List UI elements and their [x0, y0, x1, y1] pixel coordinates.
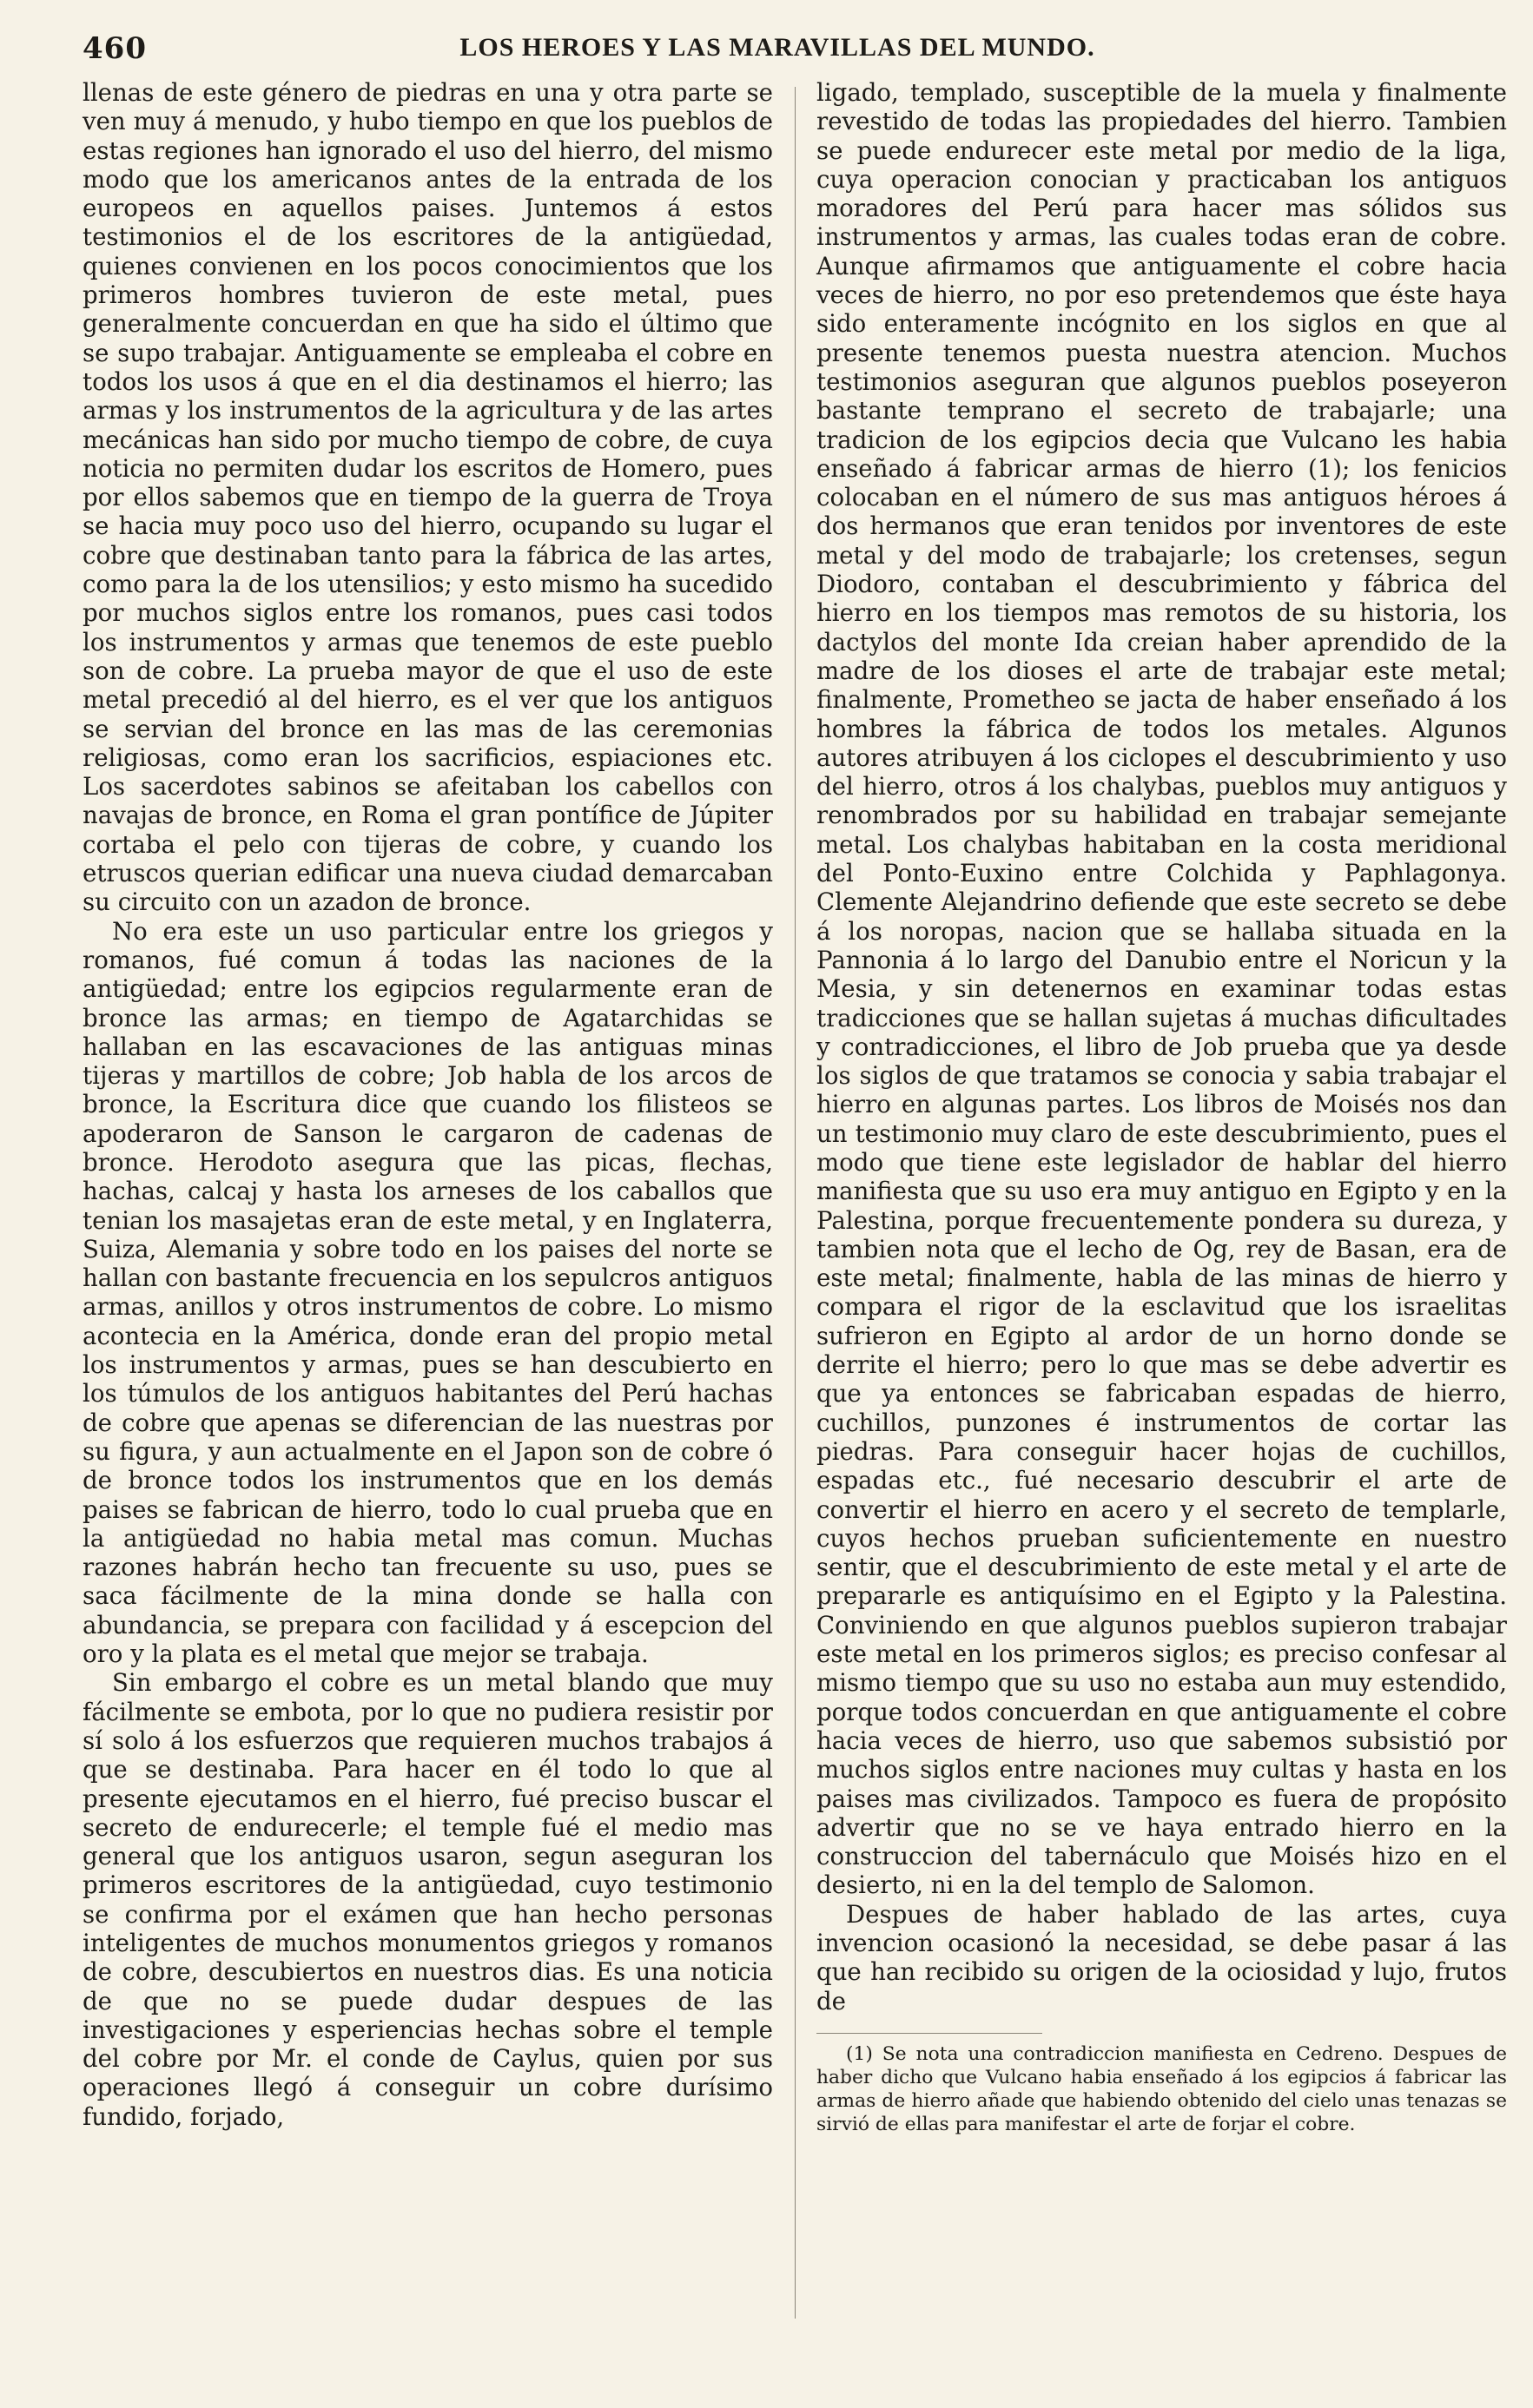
column-divider — [795, 87, 796, 2319]
footnote-rule — [816, 2033, 1042, 2034]
text-columns — [83, 78, 1507, 2353]
page-number: 460 — [83, 31, 147, 66]
page-header — [83, 26, 1472, 78]
left-paragraph-1: llenas de este género de piedras en una y otra parte se ven muy á menudo, y hubo tiempo en que los pueblos de estas regiones han ignorado el uso del hierro, del mismo modo que los americanos antes de la entrada de los europeos en aquellos paises. Juntemos á estos testimonios el de los escritores de la antigüedad, quienes convienen en los pocos conocimientos que los primeros hombres tuvieron de este metal, pues generalmente concuerdan en que ha sido el último que se supo trabajar. Antiguamente se empleaba el cobre en todos los usos á que en el dia destinamos el hierro; las armas y los instrumentos de la agricultura y de las artes mecánicas han sido por mucho tiempo de cobre, de cuya noticia no permiten dudar los escritos de Homero, pues por ellos sabemos que en tiempo de la guerra de Troya se hacia muy poco uso del hierro, ocupando su lugar el cobre que destinaban tanto para la fábrica de las artes, como para la de los utensilios; y esto mismo ha sucedido por muchos siglos entre los romanos, pues casi todos los instrumentos y armas que tenemos de este pueblo son de cobre. La prueba mayor de que el uso de este metal precedió al del hierro, es el ver que los antiguos se servian del bronce en las mas de las ceremonias religiosas, como eran los sacrificios, espiaciones etc. Los sacerdotes sabinos se afeitaban los cabellos con navajas de bronce, en Roma el gran pontífice de Júpiter cortaba el pelo con tijeras de cobre, y cuando los etruscos querian edificar una nueva ciudad demarcaban su circuito con un azadon de bronce. — [83, 78, 773, 917]
footnote: (1) Se nota una contradiccion manifiesta en Cedreno. Despues de haber dicho que Vulcano habia enseñado á los egipcios á fabricar las armas de hierro añade que habiendo obtenido del cielo unas tenazas se sirvió de ellas para manifestar el arte de forjar el cobre. — [816, 2042, 1507, 2135]
left-paragraph-3: Sin embargo el cobre es un metal blando que muy fácilmente se embota, por lo que no pudiera resistir por sí solo á los esfuerzos que requieren muchos trabajos á que se destinaba. Para hacer en él todo lo que al presente ejecutamos en el hierro, fué preciso buscar el secreto de endurecerle; el temple fué el medio mas general que los antiguos usaron, segun aseguran los primeros escritores de la antigüedad, cuyo testimonio se confirma por el exámen que han hecho personas inteligentes de muchos monumentos griegos y romanos de cobre, descubiertos en nuestros dias. Es una noticia de que no se puede dudar despues de las investigaciones y esperiencias hechas sobre el temple del cobre por Mr. el conde de Caylus, quien por sus operaciones llegó á conseguir un cobre durísimo fundido, forjado, — [83, 1668, 773, 2131]
document-page — [83, 26, 1507, 2371]
running-title: LOS HEROES Y LAS MARAVILLAS DEL MUNDO. — [459, 33, 1095, 62]
left-column — [83, 78, 773, 2131]
right-column — [816, 78, 1507, 2136]
right-paragraph-2: Despues de haber hablado de las artes, cuya invencion ocasionó la necesidad, se debe pasar á las que han recibido su origen de la ociosidad y lujo, frutos de — [816, 1899, 1507, 2015]
right-paragraph-1: ligado, templado, susceptible de la muela y finalmente revestido de todas las propiedades del hierro. Tambien se puede endurecer este metal por medio de la liga, cuya operacion conocian y practicaban los antiguos moradores del Perú para hacer mas sólidos sus instrumentos y armas, las cuales todas eran de cobre. Aunque afirmamos que antiguamente el cobre hacia veces de hierro, no por eso pretendemos que éste haya sido enteramente incógnito en los siglos en que al presente tenemos puesta nuestra atencion. Muchos testimonios aseguran que algunos pueblos poseyeron bastante temprano el secreto de trabajarle; una tradicion de los egipcios decia que Vulcano les habia enseñado á fabricar armas de hierro (1); los fenicios colocaban en el número de sus mas antiguos héroes á dos hermanos que eran tenidos por inventores de este metal y del modo de trabajarle; los cretenses, segun Diodoro, contaban el descubrimiento y fábrica del hierro en los tiempos mas remotos de su historia, los dactylos del monte Ida creian haber aprendido de la madre de los dioses el arte de trabajar este metal; finalmente, Prometheo se jacta de haber enseñado á los hombres la fábrica de todos los metales. Algunos autores atribuyen á los ciclopes el descubrimiento y uso del hierro, otros á los chalybas, pueblos muy antiguos y renombrados por su habilidad en trabajar semejante metal. Los chalybas habitaban en la costa meridional del Ponto-Euxino entre Colchida y Paphlagonya. Clemente Alejandrino defiende que este secreto se debe á los noropas, nacion que se hallaba situada en la Pannonia á lo largo del Danubio entre el Noricun y la Mesia, y sin detenernos en examinar todas estas tradicciones que se hallan sujetas á muchas dificultades y contradicciones, el libro de Job prueba que ya desde los siglos de que tratamos se conocia y sabia trabajar el hierro en algunas partes. Los libros de Moisés nos dan un testimonio muy claro de este descubrimiento, pues el modo que tiene este legislador de hablar del hierro manifiesta que su uso era muy antiguo en Egipto y en la Palestina, porque frecuentemente pondera su dureza, y tambien nota que el lecho de Og, rey de Basan, era de este metal; finalmente, habla de las minas de hierro y compara el rigor de la esclavitud que los israelitas sufrieron en Egipto al ardor de un horno donde se derrite el hierro; pero lo que mas se debe advertir es que ya entonces se fabricaban espadas de hierro, cuchillos, punzones é instrumentos de cortar las piedras. Para conseguir hacer hojas de cuchillos, espadas etc., fué necesario descubrir el arte de convertir el hierro en acero y el secreto de templarle, cuyos hechos prueban suficientemente en nuestro sentir, que el descubrimiento de este metal y el arte de prepararle es antiquísimo en el Egipto y la Palestina. Conviniendo en que algunos pueblos supieron trabajar este metal en los primeros siglos; es preciso confesar al mismo tiempo que su uso no estaba aun muy estendido, porque todos concuerdan en que antiguamente el cobre hacia veces de hierro, uso que sabemos subsistió por muchos siglos entre naciones muy cultas y hasta en los paises mas civilizados. Tampoco es fuera de propósito advertir que no se ve haya entrado hierro en la construccion del tabernáculo que Moisés hizo en el desierto, ni en la del templo de Salomon. — [816, 78, 1507, 1900]
left-paragraph-2: No era este un uso particular entre los griegos y romanos, fué comun á todas las naciones de la antigüedad; entre los egipcios regularmente eran de bronce las armas; en tiempo de Agatarchidas se hallaban en las escavaciones de las antiguas minas tijeras y martillos de cobre; Job habla de los arcos de bronce, la Escritura dice que cuando los filisteos se apoderaron de Sanson le cargaron de cadenas de bronce. Herodoto asegura que las picas, flechas, hachas, calcaj y hasta los arneses de los caballos que tenian los masajetas eran de este metal, y en Inglaterra, Suiza, Alemania y sobre todo en los paises del norte se hallan con bastante frecuencia en los sepulcros antiguos armas, anillos y otros instrumentos de cobre. Lo mismo acontecia en la América, donde eran del propio metal los instrumentos y armas, pues se han descubierto en los túmulos de los antiguos habitantes del Perú hachas de cobre que apenas se diferencian de las nuestras por su figura, y aun actualmente en el Japon son de cobre ó de bronce todos los instrumentos que en los demás paises se fabrican de hierro, todo lo cual prueba que en la antigüedad no habia metal mas comun. Muchas razones habrán hecho tan frecuente su uso, pues se saca fácilmente de la mina donde se halla con abundancia, se prepara con facilidad y á escepcion del oro y la plata es el metal que mejor se trabaja. — [83, 916, 773, 1669]
